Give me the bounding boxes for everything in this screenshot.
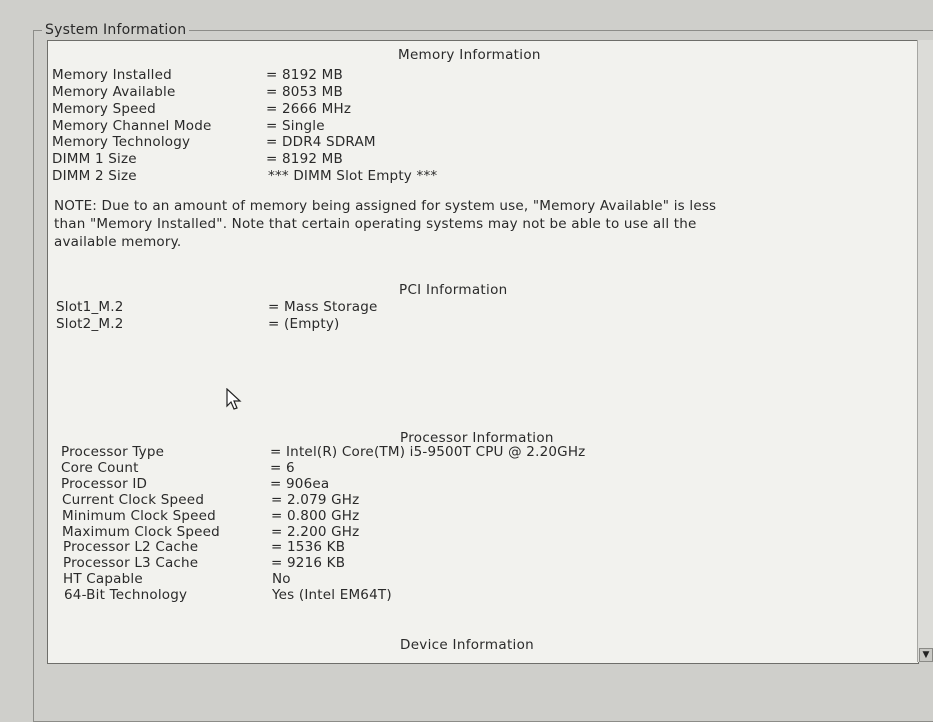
core-count-label: Core Count [61, 460, 139, 476]
processor-l3-cache-label: Processor L3 Cache [63, 555, 199, 571]
memory-channel-mode-label: Memory Channel Mode [52, 118, 212, 134]
memory-available-value: = 8053 MB [266, 84, 343, 100]
pci-section-title: PCI Information [399, 282, 508, 298]
processor-section-title: Processor Information [400, 430, 554, 446]
memory-speed-label: Memory Speed [52, 101, 156, 117]
memory-installed-value: = 8192 MB [266, 67, 343, 83]
ht-capable-value: No [272, 571, 291, 587]
memory-note-line: available memory. [54, 234, 182, 250]
memory-note-line: than "Memory Installed". Note that certain operating systems may not be able to use all the [54, 216, 697, 232]
processor-id-label: Processor ID [61, 476, 148, 492]
processor-l3-cache-value: = 9216 KB [271, 555, 346, 571]
dimm1-size-value: = 8192 MB [266, 151, 343, 167]
group-title: System Information [42, 22, 189, 38]
64bit-technology-label: 64-Bit Technology [64, 587, 188, 603]
memory-channel-mode-value: = Single [266, 118, 325, 134]
memory-note-line: NOTE: Due to an amount of memory being assigned for system use, "Memory Available" is less [54, 198, 717, 214]
minimum-clock-speed-label: Minimum Clock Speed [62, 508, 216, 524]
processor-l2-cache-value: = 1536 KB [271, 539, 346, 555]
64bit-technology-value: Yes (Intel EM64T) [272, 587, 392, 603]
core-count-value: = 6 [270, 460, 295, 476]
maximum-clock-speed-label: Maximum Clock Speed [62, 524, 220, 540]
current-clock-speed-value: = 2.079 GHz [271, 492, 360, 508]
minimum-clock-speed-value: = 0.800 GHz [271, 508, 360, 524]
slot1-m2-label: Slot1_M.2 [56, 299, 124, 315]
vertical-scrollbar[interactable] [917, 40, 933, 662]
maximum-clock-speed-value: = 2.200 GHz [271, 524, 360, 540]
memory-technology-label: Memory Technology [52, 134, 191, 150]
memory-note [54, 197, 824, 251]
processor-type-label: Processor Type [61, 444, 165, 460]
mouse-pointer-icon [226, 388, 242, 412]
device-section-title: Device Information [400, 637, 535, 653]
slot2-m2-label: Slot2_M.2 [56, 316, 124, 332]
slot1-m2-value: = Mass Storage [268, 299, 378, 315]
processor-type-value: = Intel(R) Core(TM) i5-9500T CPU @ 2.20GHz [270, 444, 586, 460]
ht-capable-label: HT Capable [63, 571, 143, 587]
dimm2-size-value: *** DIMM Slot Empty *** [268, 168, 438, 184]
chevron-down-icon[interactable]: ▼ [919, 648, 933, 662]
current-clock-speed-label: Current Clock Speed [62, 492, 205, 508]
memory-installed-label: Memory Installed [52, 67, 172, 83]
memory-available-label: Memory Available [52, 84, 176, 100]
memory-technology-value: = DDR4 SDRAM [266, 134, 376, 150]
memory-section-title: Memory Information [398, 47, 541, 63]
processor-l2-cache-label: Processor L2 Cache [63, 539, 199, 555]
dimm1-size-label: DIMM 1 Size [52, 151, 137, 167]
dimm2-size-label: DIMM 2 Size [52, 168, 137, 184]
info-panel[interactable] [47, 40, 919, 664]
memory-speed-value: = 2666 MHz [266, 101, 352, 117]
processor-id-value: = 906ea [270, 476, 330, 492]
slot2-m2-value: = (Empty) [268, 316, 340, 332]
